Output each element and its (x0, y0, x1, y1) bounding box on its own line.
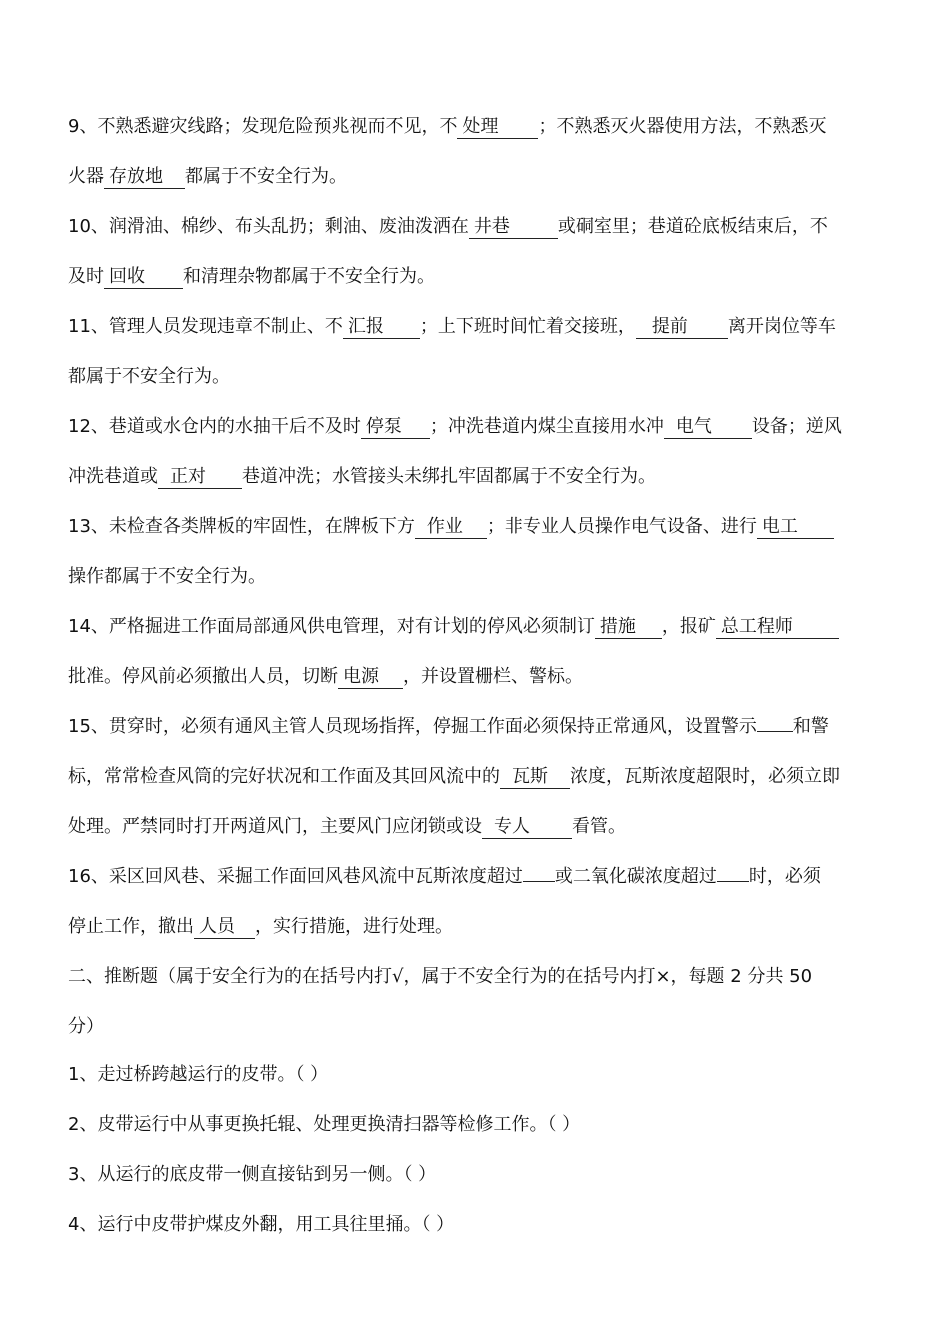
q13-answer-blank: 电工 (757, 516, 834, 539)
q15-empty-blank (757, 731, 793, 732)
q15-answer-blank: 专人 (482, 816, 572, 839)
q15-text: 看管。 (572, 816, 626, 837)
q12-line-1 (68, 414, 888, 440)
q11-line-2 (68, 364, 888, 390)
q14-text: 14、严格掘进工作面局部通风供电管理，对有计划的停风必须制订 (68, 616, 595, 637)
q10-answer-blank: 回收 (104, 266, 183, 289)
q9-text: 都属于不安全行为。 (185, 166, 347, 187)
q16-text: 停止工作，撤出 (68, 916, 194, 937)
q9-line-1 (68, 114, 888, 140)
q11-answer-blank: 汇报 (343, 316, 420, 339)
q12-answer-blank: 电气 (664, 416, 752, 439)
q9-answer-blank: 存放地 (104, 166, 185, 189)
q10-text: 或硐室里；巷道砼底板结束后，不 (557, 216, 828, 237)
q16-text: 16、采区回风巷、采掘工作面回风巷风流中瓦斯浓度超过 (68, 866, 523, 887)
q11-text: 离开岗位等车 (727, 316, 836, 337)
q12-text: ；冲洗巷道内煤尘直接用水冲 (429, 416, 664, 437)
q13-text: 操作都属于不安全行为。 (68, 566, 266, 587)
q14-text: ，并设置栅栏、警标。 (403, 666, 583, 687)
q10-text: 10、润滑油、棉纱、布头乱扔；剩油、废油泼洒在 (68, 216, 469, 237)
q16-line-2 (68, 914, 888, 940)
q12-text: 冲洗巷道或 (68, 466, 158, 487)
q15-text: 15、贯穿时，必须有通风主管人员现场指挥，停掘工作面必须保持正常通风，设置警示 (68, 716, 757, 737)
tf-question-4: 4、运行中皮带护煤皮外翻，用工具往里捅。（ ） (68, 1214, 455, 1235)
q16-text: 或二氧化碳浓度超过 (554, 866, 717, 887)
q15-answer-blank: 瓦斯 (500, 766, 570, 789)
q15-text: 和警 (792, 716, 829, 737)
q14-answer-blank: 措施 (595, 616, 662, 639)
q13-text: 13、未检查各类牌板的牢固性，在牌板下方 (68, 516, 415, 537)
q14-answer-blank: 电源 (338, 666, 403, 689)
q12-text: 12、巷道或水仓内的水抽干后不及时 (68, 416, 361, 437)
q15-text: 浓度，瓦斯浓度超限时，必须立即 (570, 766, 840, 787)
q10-text: 和清理杂物都属于不安全行为。 (183, 266, 435, 287)
q12-answer-blank: 正对 (158, 466, 242, 489)
q10-text: 及时 (68, 266, 104, 287)
q14-text: ，报矿 (661, 616, 716, 637)
q13-text: ；非专业人员操作电气设备、进行 (486, 516, 757, 537)
q14-text: 批准。停风前必须撤出人员，切断 (68, 666, 338, 687)
q9-text: 火器 (68, 166, 104, 187)
q12-line-2 (68, 464, 888, 490)
q13-answer-blank: 作业 (415, 516, 487, 539)
q14-answer-blank: 总工程师 (716, 616, 839, 639)
q11-text: ；上下班时间忙着交接班， (419, 316, 636, 337)
q10-line-1 (68, 214, 888, 240)
tf-question-2: 2、皮带运行中从事更换托辊、处理更换清扫器等检修工作。（ ） (68, 1114, 581, 1135)
q11-text: 11、管理人员发现违章不制止、不 (68, 316, 343, 337)
q9-text: 9、不熟悉避灾线路；发现危险预兆视而不见，不 (68, 116, 458, 137)
q15-line-1 (68, 714, 888, 740)
q15-line-2 (68, 764, 888, 790)
q12-answer-blank: 停泵 (361, 416, 430, 439)
q11-answer-blank: 提前 (636, 316, 728, 339)
q16-text: 时，必须 (748, 866, 821, 887)
q16-text: ，实行措施，进行处理。 (255, 916, 453, 937)
section-2-heading-cont: 分） (68, 1016, 104, 1037)
q10-answer-blank: 井巷 (469, 216, 558, 239)
q9-line-2 (68, 164, 888, 190)
q14-line-2 (68, 664, 888, 690)
q13-line-2 (68, 564, 888, 590)
q10-line-2 (68, 264, 888, 290)
q11-line-1 (68, 314, 888, 340)
q16-empty-blank (717, 881, 749, 882)
section-2-heading: 二、推断题（属于安全行为的在括号内打√，属于不安全行为的在括号内打×，每题 2 分共 50 (68, 966, 813, 987)
q13-line-1 (68, 514, 888, 540)
q9-text: ；不熟悉灭火器使用方法，不熟悉灭 (538, 116, 827, 137)
q15-text: 标，常常检查风筒的完好状况和工作面及其回风流中的 (68, 766, 500, 787)
tf-question-1: 1、走过桥跨越运行的皮带。（ ） (68, 1064, 329, 1085)
q9-answer-blank: 处理 (457, 116, 538, 139)
q12-text: 巷道冲洗；水管接头未绑扎牢固都属于不安全行为。 (242, 466, 656, 487)
q16-answer-blank: 人员 (194, 916, 255, 939)
q11-text: 都属于不安全行为。 (68, 366, 230, 387)
q14-line-1 (68, 614, 888, 640)
tf-question-3: 3、从运行的底皮带一侧直接钻到另一侧。（ ） (68, 1164, 437, 1185)
q12-text: 设备；逆风 (751, 416, 842, 437)
q16-empty-blank (523, 881, 555, 882)
q15-line-3 (68, 814, 888, 840)
q15-text: 处理。严禁同时打开两道风门，主要风门应闭锁或设 (68, 816, 482, 837)
q16-line-1 (68, 864, 888, 890)
